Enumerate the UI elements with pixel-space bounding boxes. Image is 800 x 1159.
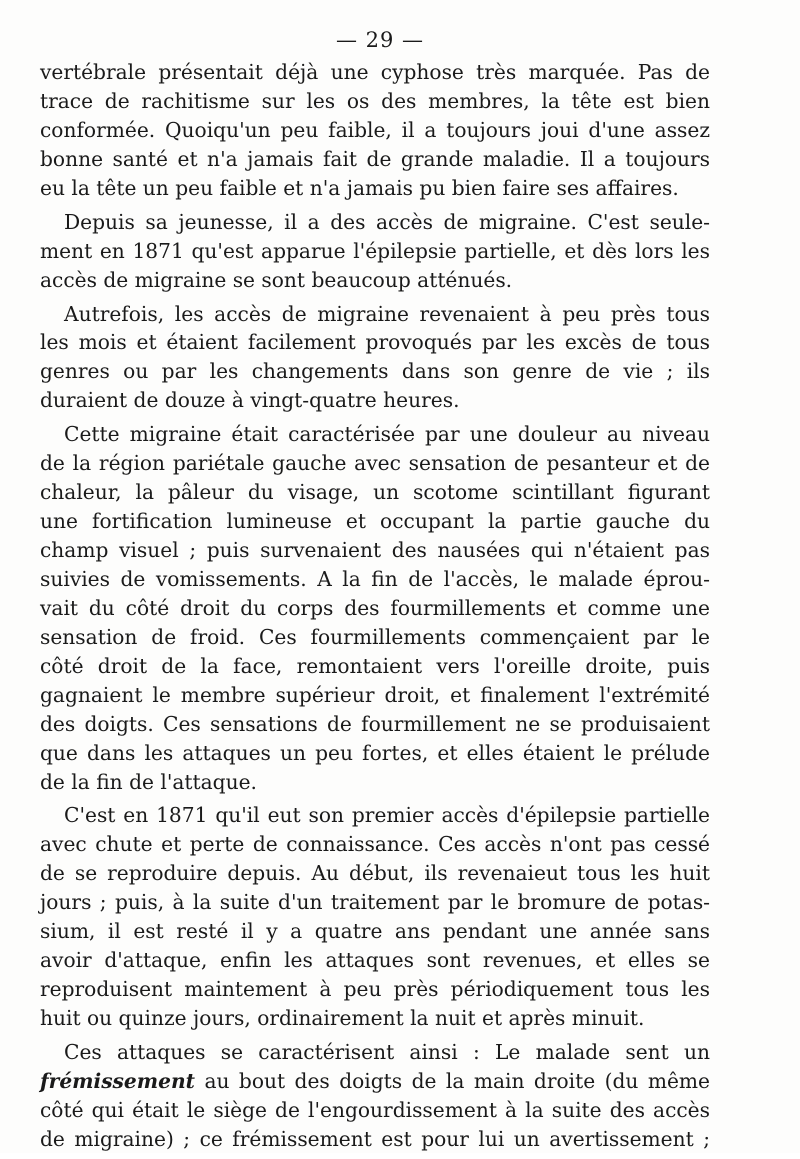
text-line: côté droit de la face, remontaient vers l'oreille droite, puis <box>40 653 710 678</box>
text-line: avec chute et perte de connaissance. Ces accès n'ont pas cessé <box>40 832 710 857</box>
emphasis-word: frémissement <box>40 1068 195 1093</box>
text-line: huit ou quinze jours, ordinairement la nuit et après minuit. <box>40 1006 645 1030</box>
text-line: conformée. Quoiqu'un peu faible, il a toujours joui d'une assez <box>40 117 710 142</box>
text-line: côté qui était le siège de l'engourdissement à la suite des accès <box>40 1097 710 1122</box>
text-fragment: au bout des doigts de la main droite (du même <box>204 1068 711 1093</box>
text-line: duraient de douze à vingt-quatre heures. <box>40 388 460 413</box>
text-line: Cette migraine était caractérisée par une douleur au niveau <box>64 422 710 447</box>
paragraph-6 <box>40 1038 710 1154</box>
text-line: vertébrale présentait déjà une cyphose très marquée. Pas de <box>40 60 710 84</box>
text-line: avoir d'attaque, enfin les attaques sont revenues, et elles se <box>40 948 710 973</box>
body-text <box>40 58 710 1159</box>
paragraph-3 <box>40 300 710 416</box>
text-line: de migraine) ; ce frémissement est pour lui un avertissement ; <box>40 1126 710 1151</box>
text-line: suivies de vomissements. A la fin de l'accès, le malade éprou- <box>40 566 710 591</box>
text-line: les mois et étaient facilement provoqués par les excès de tous <box>40 330 710 355</box>
text-line: une fortification lumineuse et occupant la partie gauche du <box>40 509 710 534</box>
text-line: accès de migraine se sont beaucoup atténués. <box>40 267 513 292</box>
text-line: C'est en 1871 qu'il eut son premier accès d'épilepsie partielle <box>64 803 710 828</box>
text-line: Depuis sa jeunesse, il a des accès de migraine. C'est seule- <box>64 209 710 234</box>
text-line: gagnaient le membre supérieur droit, et finalement l'extrémité <box>40 682 710 707</box>
text-line: Autrefois, les accès de migraine revenaient à peu près tous <box>64 301 710 326</box>
paragraph-4 <box>40 420 710 796</box>
text-line: eu la tête un peu faible et n'a jamais pu bien faire ses affaires. <box>40 175 679 200</box>
text-line: trace de rachitisme sur les os des membres, la tête est bien <box>40 88 710 113</box>
paragraph-1 <box>40 58 710 203</box>
text-line: sensation de froid. Ces fourmillements commençaient par le <box>40 624 710 649</box>
text-line: que dans les attaques un peu fortes, et elles étaient le prélude <box>40 740 710 765</box>
text-line: vait du côté droit du corps des fourmillements et comme une <box>40 595 710 620</box>
page-number: — 29 — <box>335 28 425 52</box>
text-line: de la région pariétale gauche avec sensation de pesanteur et de <box>40 451 710 476</box>
text-line: de se reproduire depuis. Au début, ils revenaieut tous les huit <box>40 861 710 886</box>
text-line: Ces attaques se caractérisent ainsi : Le malade sent un <box>64 1039 710 1064</box>
text-line: des doigts. Ces sensations de fourmillement ne se produisaient <box>40 711 710 736</box>
text-line: ment en 1871 qu'est apparue l'épilepsie partielle, et dès lors les <box>40 238 710 263</box>
paragraph-2 <box>40 208 710 295</box>
text-line <box>40 1067 710 1096</box>
text-line: reproduisent maintement à peu près périodiquement tous les <box>40 977 710 1002</box>
text-line: chaleur, la pâleur du visage, un scotome scintillant figurant <box>40 480 710 505</box>
text-line: jours ; puis, à la suite d'un traitement par le bromure de potas- <box>40 890 710 915</box>
text-line: de la fin de l'attaque. <box>40 769 257 794</box>
paragraph-5 <box>40 801 710 1033</box>
text-line: genres ou par les changements dans son genre de vie ; ils <box>40 359 710 384</box>
text-line: bonne santé et n'a jamais fait de grande maladie. Il a toujours <box>40 146 710 171</box>
text-line: sium, il est resté il y a quatre ans pendant une année sans <box>40 919 710 944</box>
text-line: champ visuel ; puis survenaient des nausées qui n'étaient pas <box>40 538 710 562</box>
